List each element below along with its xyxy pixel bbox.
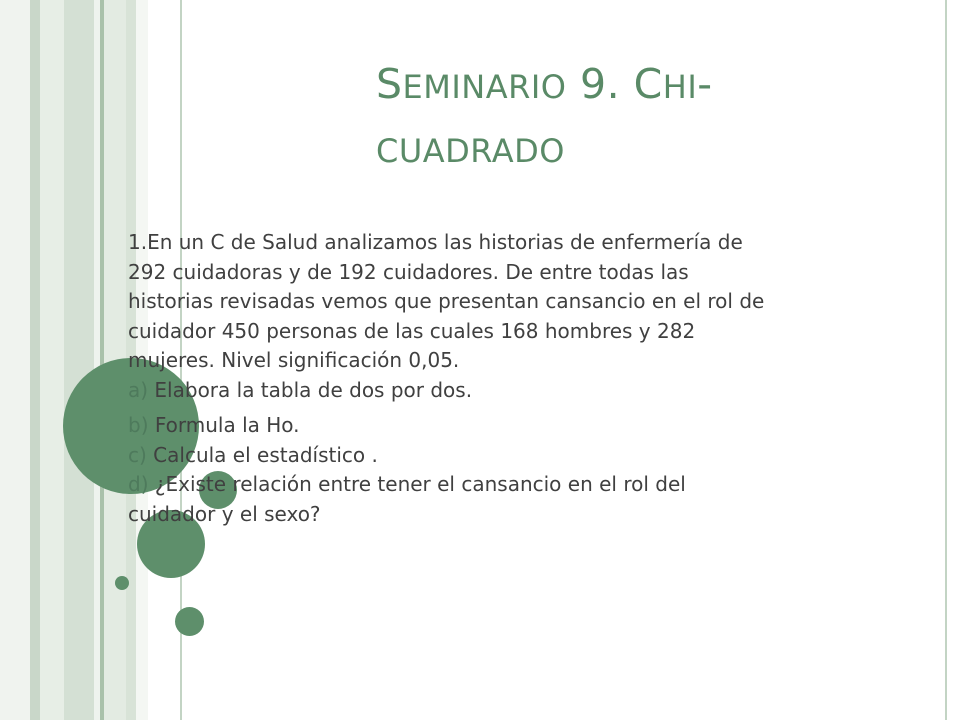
- item-marker: c): [128, 442, 147, 467]
- title-text: 9. C: [566, 60, 663, 108]
- decor-stripe: [30, 0, 40, 720]
- decor-stripe: [0, 0, 30, 720]
- title-line-1: [376, 52, 936, 119]
- body-line: historias revisadas vemos que presentan cansancio en el rol de: [128, 289, 765, 313]
- title-text: S: [376, 60, 403, 108]
- title-text: -: [697, 60, 713, 108]
- body-line: 1.En un C de Salud analizamos las historias de enfermería de: [128, 230, 743, 254]
- body-line: cuidador y el sexo?: [128, 501, 321, 526]
- item-text: Elabora la tabla de dos por dos.: [148, 377, 473, 402]
- title-line-2: CUADRADO: [376, 132, 565, 170]
- question-item-d: [128, 470, 918, 500]
- slide-title: [376, 52, 936, 183]
- body-line: mujeres. Nivel significación 0,05.: [128, 348, 460, 372]
- item-text: ¿Existe relación entre tener el cansancio en el rol del: [148, 472, 686, 496]
- question-item-a: [128, 376, 918, 406]
- question-item-b: [128, 411, 918, 441]
- item-text: Calcula el estadístico .: [146, 442, 378, 467]
- decor-stripe: [40, 0, 64, 720]
- title-text: HI: [662, 68, 698, 106]
- decor-circle-small: [175, 607, 204, 636]
- decor-line: [945, 0, 947, 720]
- item-marker: b): [128, 413, 149, 437]
- slide-body: [128, 228, 918, 529]
- title-text: EMINARIO: [402, 68, 567, 106]
- item-text: Formula la Ho.: [148, 413, 300, 437]
- decor-circle-tiny: [115, 576, 129, 590]
- body-line: cuidador 450 personas de las cuales 168 hombres y 282: [128, 318, 696, 343]
- question-item-c: [128, 441, 918, 471]
- body-line: 292 cuidadoras y de 192 cuidadores. De entre todas las: [128, 259, 689, 284]
- decor-stripe: [64, 0, 94, 720]
- item-marker: a): [128, 377, 149, 402]
- item-marker: d): [128, 472, 149, 496]
